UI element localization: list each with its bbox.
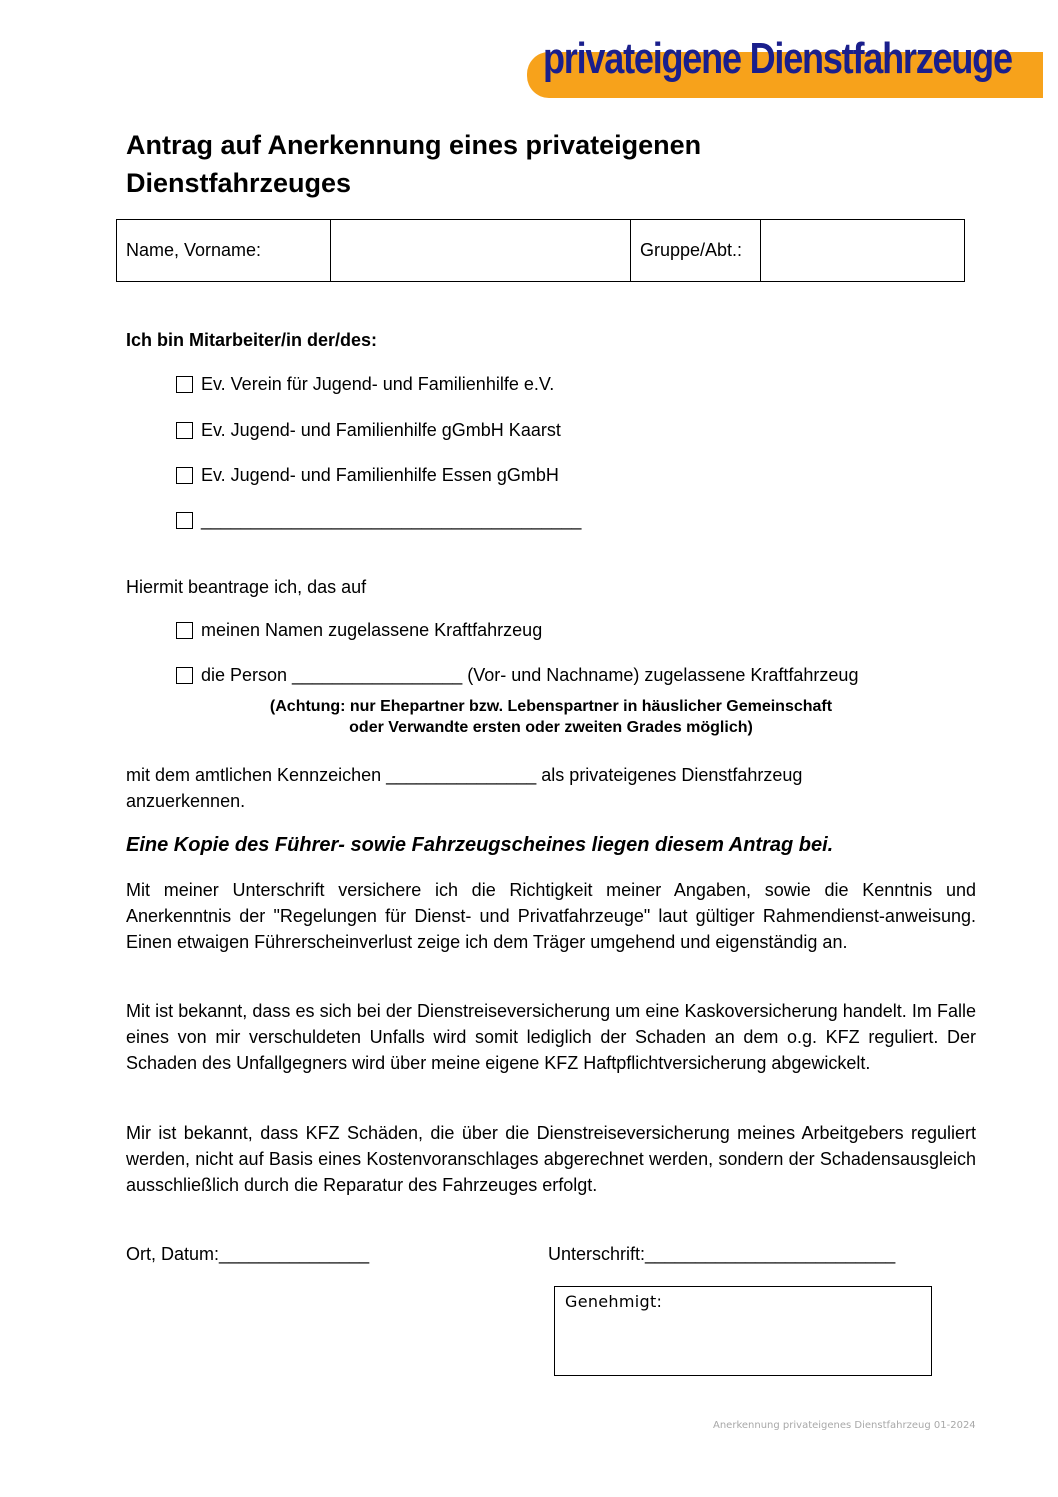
request-option-person[interactable] [176,664,858,686]
checkbox[interactable] [176,376,193,393]
logo-text: privateigene Dienstfahrzeuge [543,34,1012,83]
note-line-2: oder Verwandte ersten oder zweiten Grades möglich) [349,719,753,736]
paragraph-2: Mit ist bekannt, dass es sich bei der Dienstreiseversicherung um eine Kaskoversicherung handelt. Im Falle eines von mir verschuldeten Unfalls wird somit lediglich der Schaden an dem o.g. KFZ reguliert. Der Schaden des Unfallgegners wird über meine eigene KFZ Haftpflichtversicherung abgewickelt. [126,1001,976,1073]
checkbox[interactable] [176,667,193,684]
group-field[interactable] [761,220,965,282]
ort-datum-field[interactable]: Ort, Datum:_______________ [126,1244,370,1264]
employer-option-2[interactable] [176,419,561,441]
employer-option-other[interactable] [176,509,581,531]
checkbox[interactable] [176,422,193,439]
paragraph-3: Mir ist bekannt, dass KFZ Schäden, die über die Dienstreiseversicherung meines Arbeitgebers reguliert werden, nicht auf Basis eines Kostenvoranschlages abgerechnet werden, sondern der Schadensausgleich ausschließlich durch die Reparatur des Fahrzeuges erfolgt. [126,1123,976,1195]
signature-field[interactable]: Unterschrift:_________________________ [548,1244,896,1264]
employer-option-1[interactable] [176,373,554,395]
employer-option-3[interactable] [176,464,559,486]
option-label: meinen Namen zugelassene Kraftfahrzeug [201,620,543,640]
paragraph-1: Mit meiner Unterschrift versichere ich die Richtigkeit meiner Angaben, sowie die Kenntnis und Anerkenntnis der "Regelungen für Dienst- und Privatfahrzeuge" laut gültiger Rahmendienst-anweisung. Einen etwaigen Führerscheinverlust zeige ich dem Träger umgehend und eigenständig an. [126,880,976,952]
employer-heading: Ich bin Mitarbeiter/in der/des: [126,330,378,350]
checkbox[interactable] [176,622,193,639]
group-label: Gruppe/Abt.: [631,220,761,282]
option-label: Ev. Verein für Jugend- und Familienhilfe e.V. [201,374,555,394]
checkbox[interactable] [176,512,193,529]
option-label: Ev. Jugend- und Familienhilfe gGmbH Kaarst [201,420,561,440]
page-title: Antrag auf Anerkennung eines privateigenen Dienstfahrzeuges [126,130,702,198]
footer-text: Anerkennung privateigenes Dienstfahrzeug 01-2024 [713,1420,976,1431]
checkbox[interactable] [176,467,193,484]
request-option-own-name[interactable] [176,619,542,641]
option-label: ______________________________________ [201,510,582,530]
name-label: Name, Vorname: [117,220,331,282]
kopie-notice: Eine Kopie des Führer- sowie Fahrzeugscheines liegen diesem Antrag bei. [126,834,834,856]
option-label: Ev. Jugend- und Familienhilfe Essen gGmbH [201,465,559,485]
approval-label: Genehmigt: [565,1292,663,1311]
request-intro: Hiermit beantrage ich, das auf [126,577,367,597]
option-label: die Person _________________ (Vor- und Nachname) zugelassene Kraftfahrzeug [201,665,859,685]
note-line-1: (Achtung: nur Ehepartner bzw. Lebenspartner in häuslicher Gemeinschaft [269,698,833,715]
approval-box [554,1286,932,1376]
name-field[interactable] [331,220,631,282]
kennzeichen-line-1: mit dem amtlichen Kennzeichen _______________ als privateigenes Dienstfahrzeug [126,765,803,785]
kennzeichen-line-2: anzuerkennen. [126,791,246,811]
name-table [116,219,965,282]
